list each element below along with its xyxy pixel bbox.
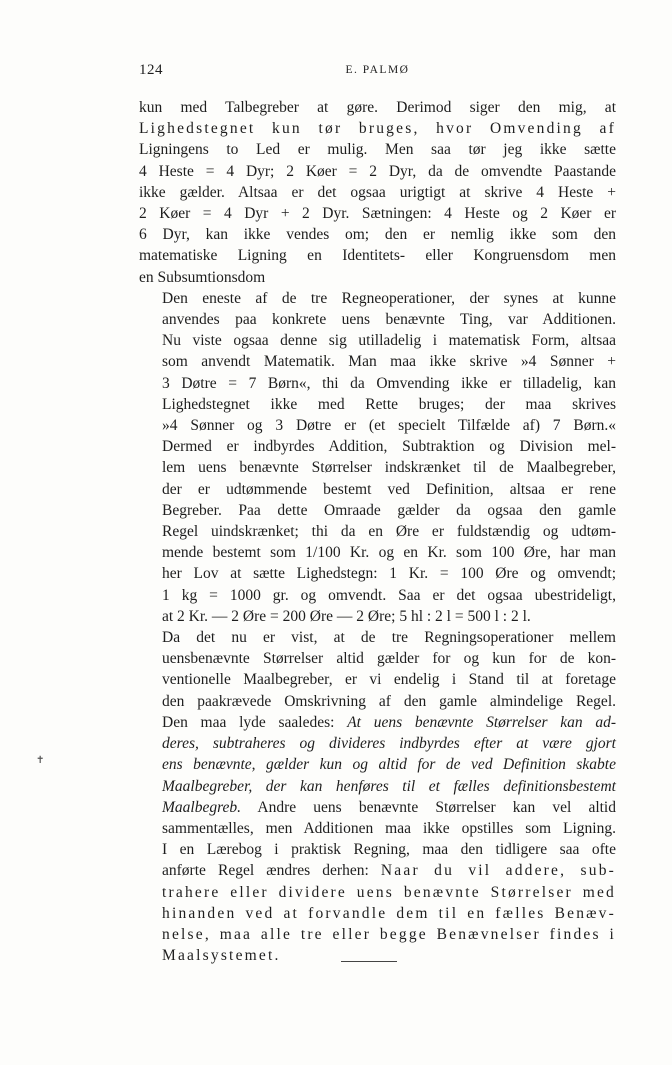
running-head: E. PALMØ [345,64,410,76]
text-line: ventionelle Maalbegreber, er vi endelig i Stand til at foretage [162,671,616,689]
text-line: 1 kg = 1000 gr. og omvendt. Saa er det ogsaa ubestrideligt, [162,586,616,604]
paragraph-1 [139,97,616,288]
rule-intro: Den maa lyde saaledes: [162,713,335,731]
text-line: at 2 Kr. — 2 Øre = 200 Øre — 2 Øre; 5 hl : 2 l = 500 l : 2 l. [162,607,531,625]
text-line: Dermed er indbyrdes Addition, Subtraktion og Division mel- [162,438,616,456]
text-line: Nu viste ogsaa denne sig utilladelig i matematisk Form, altsaa [162,332,616,350]
spaced-rule-text: hinanden ved at forvandle dem til en fælles Benæv- [162,904,616,922]
text-line: en Subsumtionsdom [139,268,266,286]
rule-italic-text: Maalbegreber, der kan henføres til et fælles definitionsbestemt [162,777,616,795]
text-line: Ligningens to Led er mulig. Men saa tør jeg ikke sætte [139,141,616,159]
text-line: I en Lærebog i praktisk Regning, maa den tidligere saa ofte [162,841,616,859]
rule-italic-text: deres, subtraheres og divideres indbyrdes efter at være gjort [162,735,616,753]
page-number: 124 [139,62,163,78]
body-text [139,97,616,966]
text-line: sammentælles, men Additionen maa ikke opstilles som Ligning. [162,819,616,837]
text-line: mende bestemt som 1/100 Kr. og en Kr. som 100 Øre, har man [162,544,616,562]
text-line: Den eneste af de tre Regneoperationer, der synes at kunne [162,289,616,307]
text-line: Da det nu er vist, at de tre Regningsoperationer mellem [162,629,616,647]
text-line: kun med Talbegreber at gøre. Derimod siger den mig, at [139,99,616,116]
spaced-rule-text: Maalsystemet. [162,947,281,965]
text-line: 3 Døtre = 7 Børn«, thi da Omvending ikke er tilladelig, kan [162,374,616,392]
text-line: 2 Køer = 4 Dyr + 2 Dyr. Sætningen: 4 Heste og 2 Køer er [139,205,616,223]
text-line [139,797,616,818]
text-line [139,860,616,881]
text-line: lem uens benævnte Størrelser indskrænket til de Maalbegreber, [162,459,616,477]
text-line: 6 Dyr, kan ikke vendes om; den er nemlig ikke som den [139,226,616,244]
text-line: Regel uindskrænket; thi da en Øre er fuldstændig og udtøm- [162,523,616,541]
text-line: Lighedstegnet kun tør bruges, hvor Omvending af [139,120,616,138]
text-line: matematiske Ligning en Identitets- eller Kongruensdom men [139,247,616,265]
text-line: »4 Sønner og 3 Døtre er (et specielt Tilfælde af) 7 Børn.« [162,417,616,435]
rule-italic-text: Maalbegreb. [162,798,242,816]
text-line: som anvendt Matematik. Man maa ikke skrive »4 Sønner + [162,353,616,371]
text-line: ikke gælder. Altsaa er det ogsaa urigtigt at skrive 4 Heste + [139,183,616,201]
section-divider [341,961,397,962]
spaced-rule-text: nelse, maa alle tre eller begge Benævnelser findes i [162,925,616,943]
paragraph-3 [139,627,616,966]
text-line: Begreber. Paa dette Omraade gælder da ogsaa den gamle [162,501,616,519]
text-line: her Lov at sætte Lighedstegn: 1 Kr. = 100 Øre og omvendt; [162,565,616,583]
paragraph-2 [139,288,616,627]
text-line: 4 Heste = 4 Dyr; 2 Køer = 2 Dyr, da de omvendte Paastande [139,162,616,180]
text-line: der er udtømmende bestemt ved Definition, altsaa er rene [162,480,616,498]
rule-italic-text: At uens benævnte Størrelser kan ad- [347,713,617,731]
spaced-rule-text: Naar du vil addere, sub- [380,862,617,880]
text-segment: anførte Regel ændres derhen: [162,862,369,880]
text-line: Lighedstegnet ikke med Rette bruges; der maa skrives [162,395,616,413]
text-segment: Andre uens benævnte Størrelser kan vel altid [257,798,616,816]
text-line: anvendes paa konkrete uens benævnte Ting, var Additionen. [162,311,616,329]
page-header [139,62,616,82]
rule-italic-text: ens benævnte, gælder kun og altid for de ved Definition skabte [162,756,616,774]
margin-mark: ✝ [36,755,45,766]
text-line: uensbenævnte Størrelser altid gælder for og kun for de kon- [162,650,616,668]
spaced-rule-text: trahere eller dividere uens benævnte Størrelser med [162,883,616,901]
text-line: den paakrævede Omskrivning af den gamle almindelige Regel. [162,692,616,710]
text-line [139,712,616,733]
